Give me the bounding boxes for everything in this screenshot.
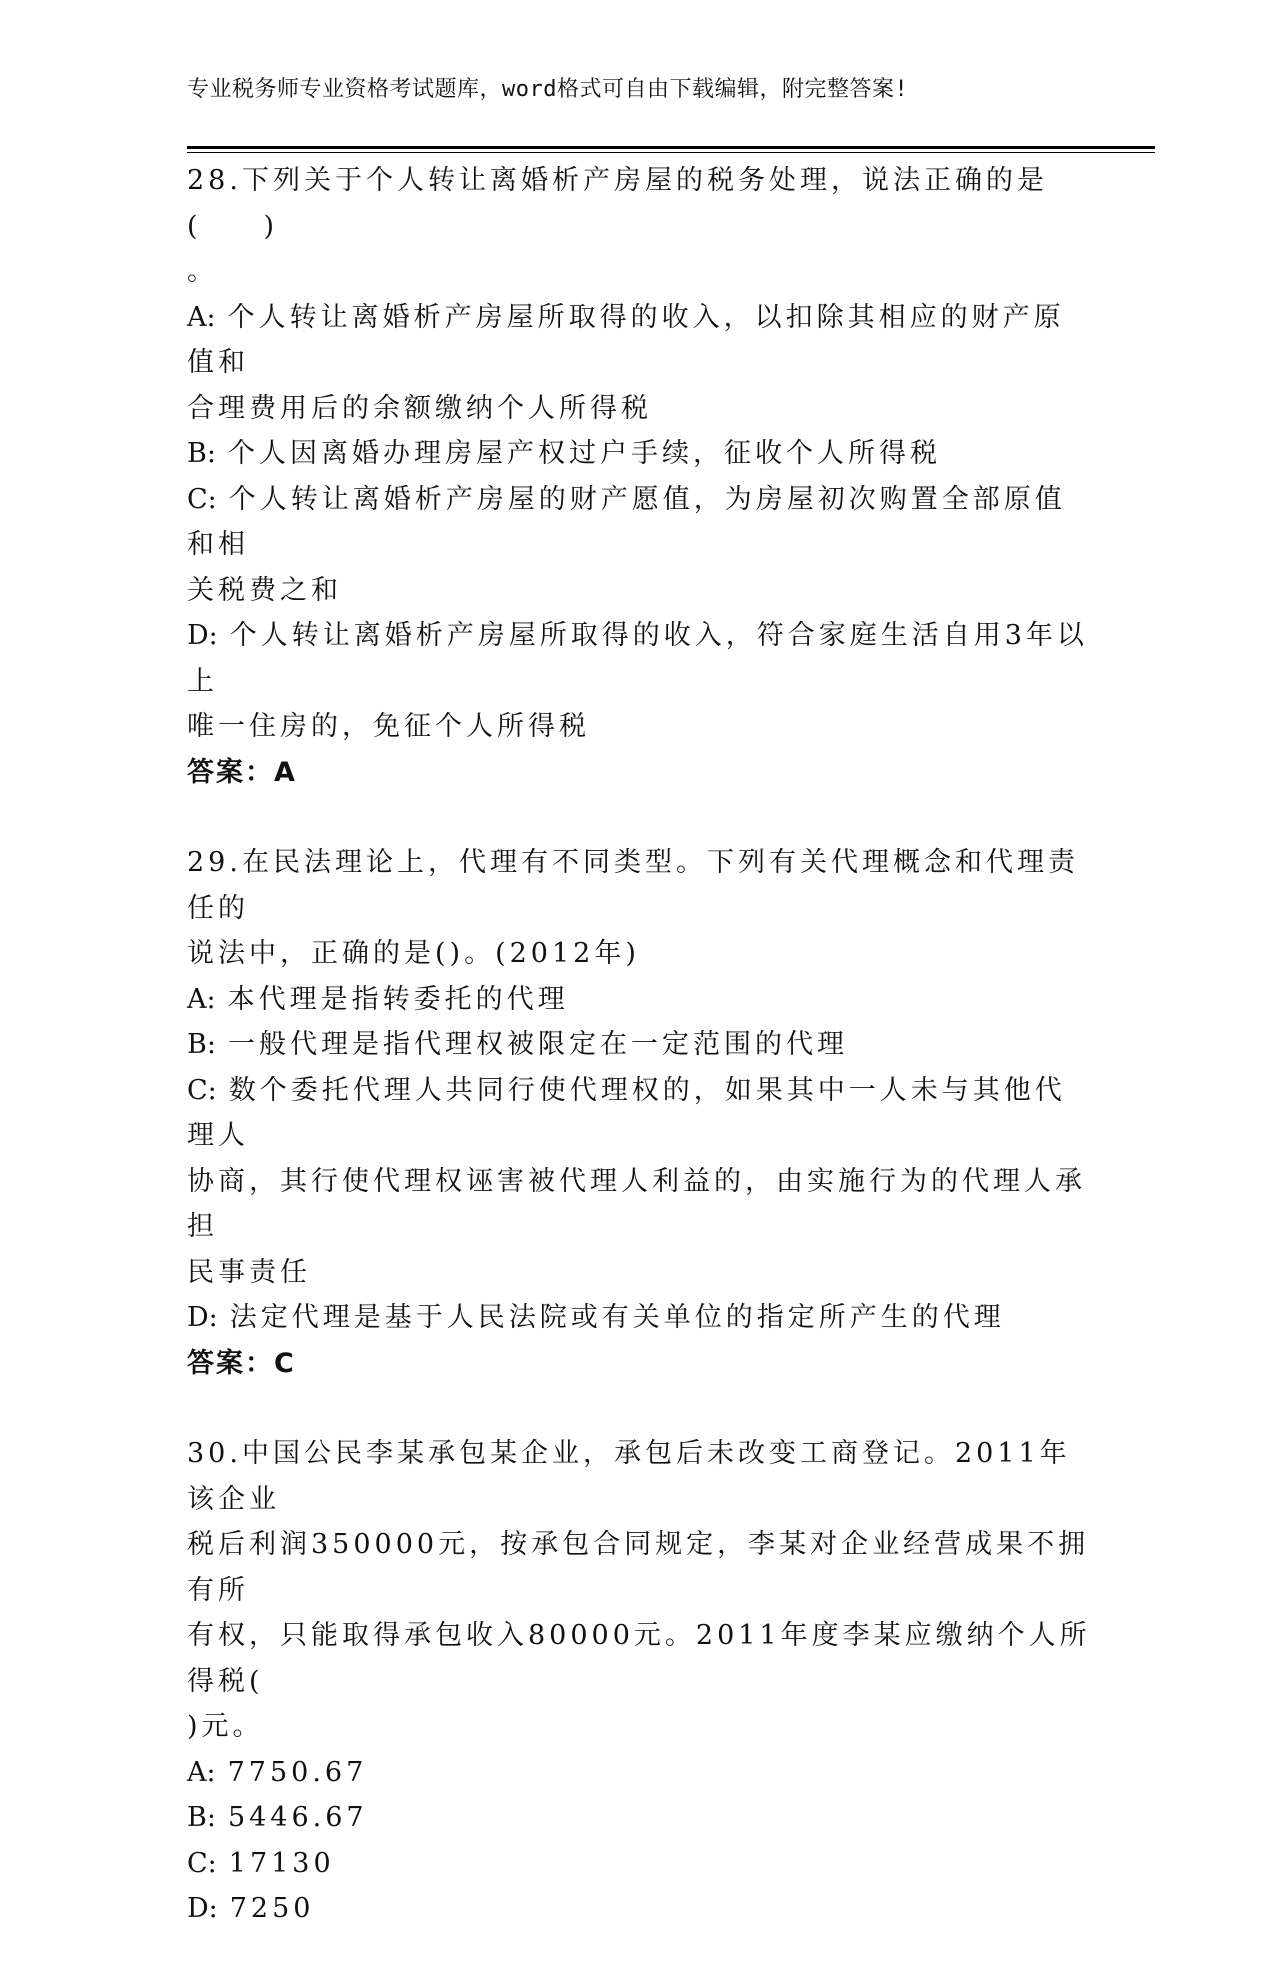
option-line — [187, 295, 1092, 386]
option-label: B: — [187, 438, 216, 469]
option-text: 7250 — [229, 1893, 315, 1924]
option-line — [187, 431, 1092, 477]
option-text: 一般代理是指代理权被限定在一定范围的代理 — [227, 1029, 848, 1060]
question-stem-line: 税后利润350000元，按承包合同规定，李某对企业经营成果不拥有所 — [187, 1529, 1090, 1606]
page-header: 专业税务师专业资格考试题库，word格式可自由下载编辑，附完整答案! — [187, 77, 909, 102]
option-text: 个人转让离婚析产房屋的财产愿值，为房屋初次购置全部原值和相 — [187, 483, 1066, 560]
option-text: 法定代理是基于人民法院或有关单位的指定所产生的代理 — [229, 1302, 1005, 1333]
question-block — [187, 158, 1092, 795]
option-text: 本代理是指转委托的代理 — [227, 983, 569, 1015]
option-label: D: — [187, 1302, 218, 1333]
question-stem-line: 30.中国公民李某承包某企业，承包后未改变工商登记。2011年该企业 — [187, 1438, 1071, 1515]
option-line — [187, 1750, 1092, 1796]
option-text: 17130 — [228, 1847, 335, 1879]
option-line — [187, 1841, 1092, 1887]
option-text: 关税费之和 — [187, 574, 342, 606]
option-text: 数个委托代理人共同行使代理权的，如果其中一人未与其他代理人 — [187, 1074, 1066, 1151]
option-text: 7750.67 — [227, 1756, 368, 1788]
question-list — [187, 158, 1092, 1977]
option-line — [187, 1250, 1092, 1296]
option-text: 个人转让离婚析产房屋所取得的收入，符合家庭生活自用3年以上 — [187, 620, 1088, 697]
option-line — [187, 704, 1092, 750]
option-line — [187, 1295, 1092, 1341]
option-line — [187, 386, 1092, 432]
question-stem-line: 有权，只能取得承包收入80000元。2011年度李某应缴纳个人所得税( — [187, 1620, 1091, 1697]
option-text: 民事责任 — [187, 1256, 311, 1288]
option-line — [187, 1795, 1092, 1841]
option-label: B: — [187, 1802, 216, 1833]
answer-line: 答案：A — [187, 756, 297, 788]
question-stem-line: 29.在民法理论上，代理有不同类型。下列有关代理概念和代理责任的 — [187, 847, 1079, 924]
option-label: A: — [187, 1756, 216, 1788]
question-stem-line: 说法中，正确的是()。(2012年) — [187, 938, 640, 969]
option-line — [187, 1886, 1092, 1932]
header-rule-thick — [187, 146, 1155, 149]
option-text: 个人因离婚办理房屋产权过户手续，征收个人所得税 — [227, 438, 941, 469]
option-text: 5446.67 — [227, 1802, 368, 1833]
option-line — [187, 1068, 1092, 1159]
answer-line: 答案：C — [187, 1347, 296, 1379]
option-label: C: — [187, 1847, 217, 1879]
option-label: D: — [187, 1893, 218, 1924]
question-block — [187, 1431, 1092, 1932]
option-label: C: — [187, 1074, 217, 1106]
option-label: D: — [187, 620, 218, 651]
option-line — [187, 1022, 1092, 1068]
option-text: 协商，其行使代理权诬害被代理人利益的，由实施行为的代理人承担 — [187, 1165, 1086, 1242]
option-text: 个人转让离婚析产房屋所取得的收入，以扣除其相应的财产原值和 — [187, 301, 1065, 378]
question-block — [187, 840, 1092, 1386]
question-stem-line: 28.下列关于个人转让离婚析产房屋的税务处理，说法正确的是( ) — [187, 165, 1048, 242]
option-label: B: — [187, 1029, 216, 1060]
option-line — [187, 1159, 1092, 1250]
option-text: 唯一住房的，免征个人所得税 — [187, 711, 590, 742]
option-line — [187, 477, 1092, 568]
option-label: C: — [187, 483, 217, 515]
option-label: A: — [187, 983, 216, 1015]
option-line — [187, 568, 1092, 614]
option-label: A: — [187, 301, 216, 333]
header-rule-thin — [187, 152, 1155, 153]
question-stem-line: 。 — [187, 256, 218, 287]
option-text: 合理费用后的余额缴纳个人所得税 — [187, 392, 652, 424]
question-stem-line: )元。 — [187, 1711, 264, 1742]
option-line — [187, 977, 1092, 1023]
option-line — [187, 613, 1092, 704]
